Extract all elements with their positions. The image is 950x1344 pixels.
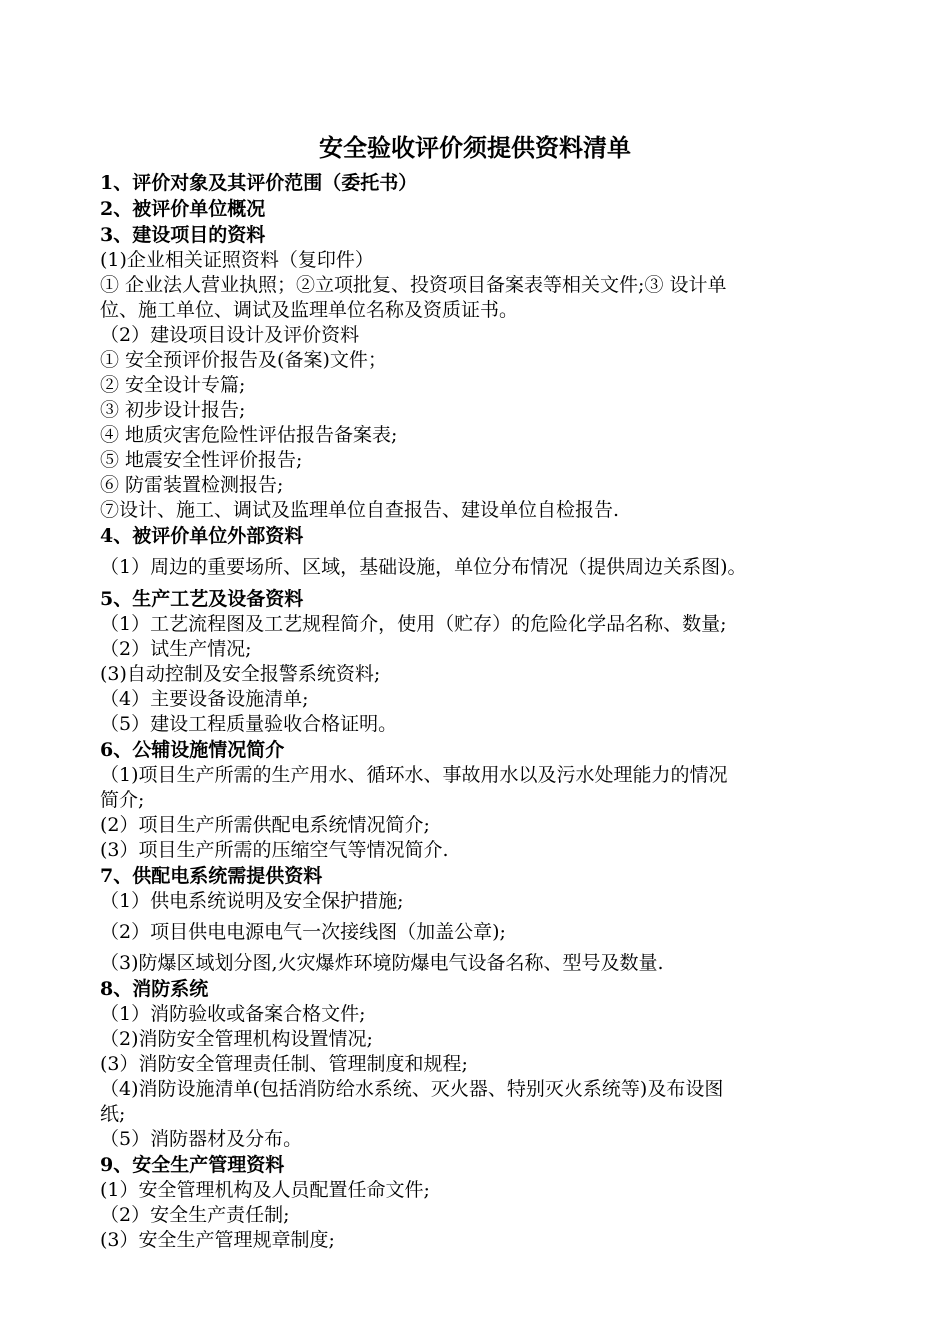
section-heading-4: 4、被评价单位外部资料 — [100, 525, 304, 547]
section-8-line: （2)消防安全管理机构设置情况; — [100, 1028, 373, 1050]
section-8-line: (3）消防安全管理责任制、管理制度和规程; — [100, 1053, 468, 1075]
section-heading-9: 9、安全生产管理资料 — [100, 1154, 285, 1176]
section-3-line: ① 企业法人营业执照；②立项批复、投资项目备案表等相关文件;③ 设计单 — [100, 274, 727, 296]
section-5-line: （4）主要设备设施清单; — [100, 688, 309, 710]
section-3-line: ⑦设计、施工、调试及监理单位自查报告、建设单位自检报告. — [100, 499, 620, 521]
section-5-line: （1）工艺流程图及工艺规程简介，使用（贮存）的危险化学品名称、数量; — [100, 613, 727, 635]
section-heading-3: 3、建设项目的资料 — [100, 224, 266, 246]
section-7-line: （1）供电系统说明及安全保护措施; — [100, 890, 404, 912]
section-3-line: ③ 初步设计报告; — [100, 399, 246, 421]
section-7-line: （2）项目供电电源电气一次接线图（加盖公章); — [100, 921, 506, 943]
section-3-line: ⑥ 防雷装置检测报告; — [100, 474, 284, 496]
section-6-line: 简介; — [100, 789, 145, 811]
section-3-line: ① 安全预评价报告及(备案)文件； — [100, 349, 387, 371]
section-5-line: (3)自动控制及安全报警系统资料; — [100, 663, 381, 685]
section-5-line: （2）试生产情况; — [100, 638, 252, 660]
section-3-line: ④ 地质灾害危险性评估报告备案表; — [100, 424, 398, 446]
section-6-line: (2）项目生产所需供配电系统情况简介; — [100, 814, 430, 836]
section-9-line: (1）安全管理机构及人员配置任命文件; — [100, 1179, 430, 1201]
section-3-line: (1)企业相关证照资料（复印件） — [100, 249, 374, 271]
section-3-line: ② 安全设计专篇; — [100, 374, 246, 396]
section-heading-1: 1、评价对象及其评价范围（委托书） — [100, 172, 418, 194]
section-6-line: （1)项目生产所需的生产用水、循环水、事故用水以及污水处理能力的情况 — [100, 764, 728, 786]
section-8-line: （4)消防设施清单(包括消防给水系统、灭火器、特别灭火系统等)及布设图 — [100, 1078, 724, 1100]
section-heading-6: 6、公辅设施情况简介 — [100, 739, 285, 761]
section-8-line: （5）消防器材及分布。 — [100, 1128, 303, 1150]
section-heading-8: 8、消防系统 — [100, 978, 209, 1000]
section-7-line: （3)防爆区域划分图,火灾爆炸环境防爆电气设备名称、型号及数量. — [100, 952, 664, 974]
section-3-line: ⑤ 地震安全性评价报告; — [100, 449, 303, 471]
section-heading-7: 7、供配电系统需提供资料 — [100, 865, 323, 887]
document-title: 安全验收评价须提供资料清单 — [319, 133, 631, 162]
section-3-line: （2）建设项目设计及评价资料 — [100, 324, 360, 346]
section-6-line: (3）项目生产所需的压缩空气等情况简介. — [100, 839, 449, 861]
section-heading-2: 2、被评价单位概况 — [100, 198, 266, 220]
section-8-line: 纸; — [100, 1103, 126, 1125]
section-4-line: （1）周边的重要场所、区域，基础设施，单位分布情况（提供周边关系图)。 — [100, 556, 747, 578]
section-heading-5: 5、生产工艺及设备资料 — [100, 588, 304, 610]
section-3-line: 位、施工单位、调试及监理单位名称及资质证书。 — [100, 299, 519, 321]
section-5-line: （5）建设工程质量验收合格证明。 — [100, 713, 398, 735]
document-page — [100, 130, 860, 1253]
section-8-line: （1）消防验收或备案合格文件; — [100, 1003, 366, 1025]
section-9-line: (3）安全生产管理规章制度; — [100, 1229, 335, 1251]
section-9-line: （2）安全生产责任制; — [100, 1204, 290, 1226]
